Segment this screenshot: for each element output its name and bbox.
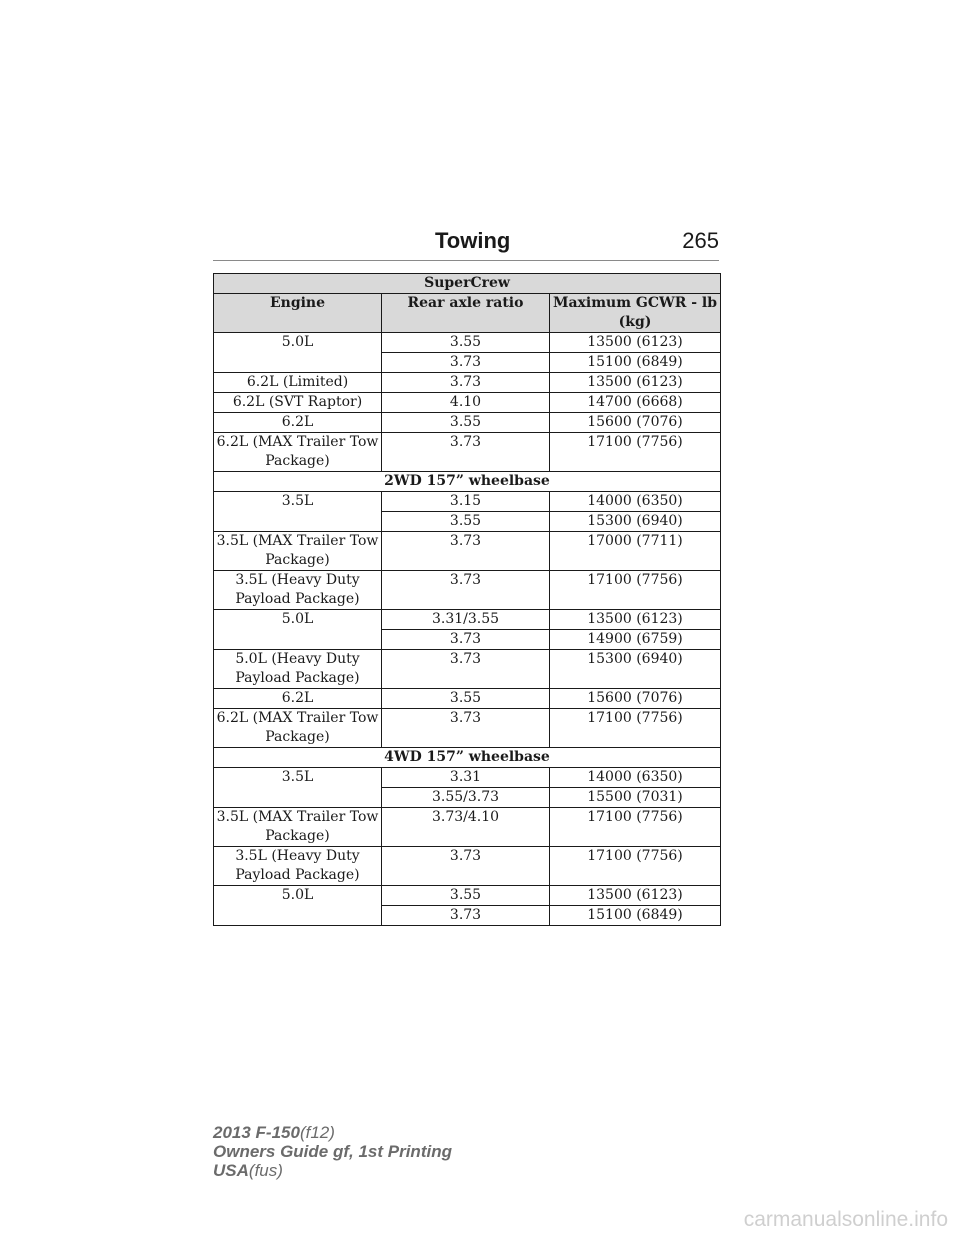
table-row <box>214 532 721 571</box>
cell-axle-ratio: 3.15 <box>382 492 550 512</box>
table-row <box>214 373 721 393</box>
table-row <box>214 333 721 353</box>
cell-max-gcwr: 15600 (7076) <box>550 413 721 433</box>
cell-axle-ratio: 3.31 <box>382 768 550 788</box>
cell-max-gcwr: 14900 (6759) <box>550 630 721 650</box>
cell-max-gcwr: 15100 (6849) <box>550 353 721 373</box>
page-header <box>213 226 719 261</box>
cell-max-gcwr: 14000 (6350) <box>550 492 721 512</box>
cell-max-gcwr: 15300 (6940) <box>550 650 721 689</box>
table-caption: SuperCrew <box>214 274 721 294</box>
cell-axle-ratio: 3.55/3.73 <box>382 788 550 808</box>
section-row <box>214 748 721 768</box>
cell-max-gcwr: 13500 (6123) <box>550 373 721 393</box>
cell-axle-ratio: 3.73 <box>382 532 550 571</box>
cell-engine: 6.2L (Limited) <box>214 373 382 393</box>
footer-line-3 <box>213 1161 452 1180</box>
table-row <box>214 886 721 906</box>
cell-axle-ratio: 3.73 <box>382 630 550 650</box>
page-title: Towing <box>435 228 511 253</box>
cell-axle-ratio: 3.73 <box>382 373 550 393</box>
footer-line-2: Owners Guide gf, 1st Printing <box>213 1142 452 1161</box>
table-row <box>214 650 721 689</box>
footer-region: USA <box>213 1161 249 1180</box>
cell-max-gcwr: 17100 (7756) <box>550 571 721 610</box>
table-row <box>214 610 721 630</box>
cell-engine: 6.2L <box>214 689 382 709</box>
cell-engine: 6.2L <box>214 413 382 433</box>
table-row <box>214 413 721 433</box>
column-header-max-gcwr: Maximum GCWR - lb (kg) <box>550 294 721 333</box>
cell-max-gcwr: 15100 (6849) <box>550 906 721 926</box>
cell-axle-ratio: 3.73 <box>382 847 550 886</box>
cell-axle-ratio: 4.10 <box>382 393 550 413</box>
section-title: 4WD 157” wheelbase <box>214 748 721 768</box>
cell-axle-ratio: 3.31/3.55 <box>382 610 550 630</box>
table-row <box>214 492 721 512</box>
table-row <box>214 571 721 610</box>
cell-engine: 5.0L <box>214 333 382 373</box>
cell-axle-ratio: 3.73/4.10 <box>382 808 550 847</box>
cell-max-gcwr: 17100 (7756) <box>550 433 721 472</box>
cell-engine: 3.5L <box>214 492 382 532</box>
cell-axle-ratio: 3.73 <box>382 571 550 610</box>
table-row <box>214 808 721 847</box>
cell-engine: 6.2L (MAX Trailer Tow Package) <box>214 433 382 472</box>
cell-axle-ratio: 3.55 <box>382 333 550 353</box>
cell-engine: 3.5L (Heavy Duty Payload Package) <box>214 847 382 886</box>
footer-line-1 <box>213 1123 452 1142</box>
cell-axle-ratio: 3.55 <box>382 512 550 532</box>
cell-max-gcwr: 17100 (7756) <box>550 808 721 847</box>
cell-axle-ratio: 3.73 <box>382 353 550 373</box>
gcwr-table <box>213 273 721 926</box>
table-row <box>214 768 721 788</box>
cell-max-gcwr: 17100 (7756) <box>550 709 721 748</box>
cell-max-gcwr: 13500 (6123) <box>550 886 721 906</box>
table-body <box>214 333 721 926</box>
table-row <box>214 393 721 413</box>
page-number: 265 <box>682 228 719 253</box>
section-row <box>214 472 721 492</box>
cell-engine: 5.0L <box>214 886 382 926</box>
footer-model-code: (f12) <box>299 1123 335 1142</box>
cell-engine: 6.2L (MAX Trailer Tow Package) <box>214 709 382 748</box>
table-row <box>214 709 721 748</box>
section-title: 2WD 157” wheelbase <box>214 472 721 492</box>
watermark: carmanualsonline.info <box>743 1208 948 1231</box>
cell-max-gcwr: 15500 (7031) <box>550 788 721 808</box>
cell-axle-ratio: 3.73 <box>382 650 550 689</box>
print-footer <box>213 1123 452 1180</box>
cell-engine: 6.2L (SVT Raptor) <box>214 393 382 413</box>
cell-max-gcwr: 13500 (6123) <box>550 333 721 353</box>
cell-axle-ratio: 3.73 <box>382 433 550 472</box>
table-row <box>214 847 721 886</box>
cell-engine: 5.0L <box>214 610 382 650</box>
cell-max-gcwr: 17000 (7711) <box>550 532 721 571</box>
footer-region-code: (fus) <box>248 1161 283 1180</box>
cell-engine: 3.5L <box>214 768 382 808</box>
cell-axle-ratio: 3.73 <box>382 906 550 926</box>
cell-axle-ratio: 3.55 <box>382 886 550 906</box>
cell-max-gcwr: 13500 (6123) <box>550 610 721 630</box>
table-row <box>214 433 721 472</box>
cell-engine: 5.0L (Heavy Duty Payload Package) <box>214 650 382 689</box>
cell-max-gcwr: 15600 (7076) <box>550 689 721 709</box>
column-header-engine: Engine <box>214 294 382 333</box>
cell-max-gcwr: 14700 (6668) <box>550 393 721 413</box>
cell-engine: 3.5L (Heavy Duty Payload Package) <box>214 571 382 610</box>
cell-axle-ratio: 3.73 <box>382 709 550 748</box>
cell-max-gcwr: 14000 (6350) <box>550 768 721 788</box>
cell-engine: 3.5L (MAX Trailer Tow Package) <box>214 808 382 847</box>
cell-axle-ratio: 3.55 <box>382 413 550 433</box>
table-row <box>214 689 721 709</box>
column-header-axle-ratio: Rear axle ratio <box>382 294 550 333</box>
footer-model: 2013 F-150 <box>213 1123 300 1142</box>
cell-max-gcwr: 17100 (7756) <box>550 847 721 886</box>
cell-engine: 3.5L (MAX Trailer Tow Package) <box>214 532 382 571</box>
cell-max-gcwr: 15300 (6940) <box>550 512 721 532</box>
cell-axle-ratio: 3.55 <box>382 689 550 709</box>
